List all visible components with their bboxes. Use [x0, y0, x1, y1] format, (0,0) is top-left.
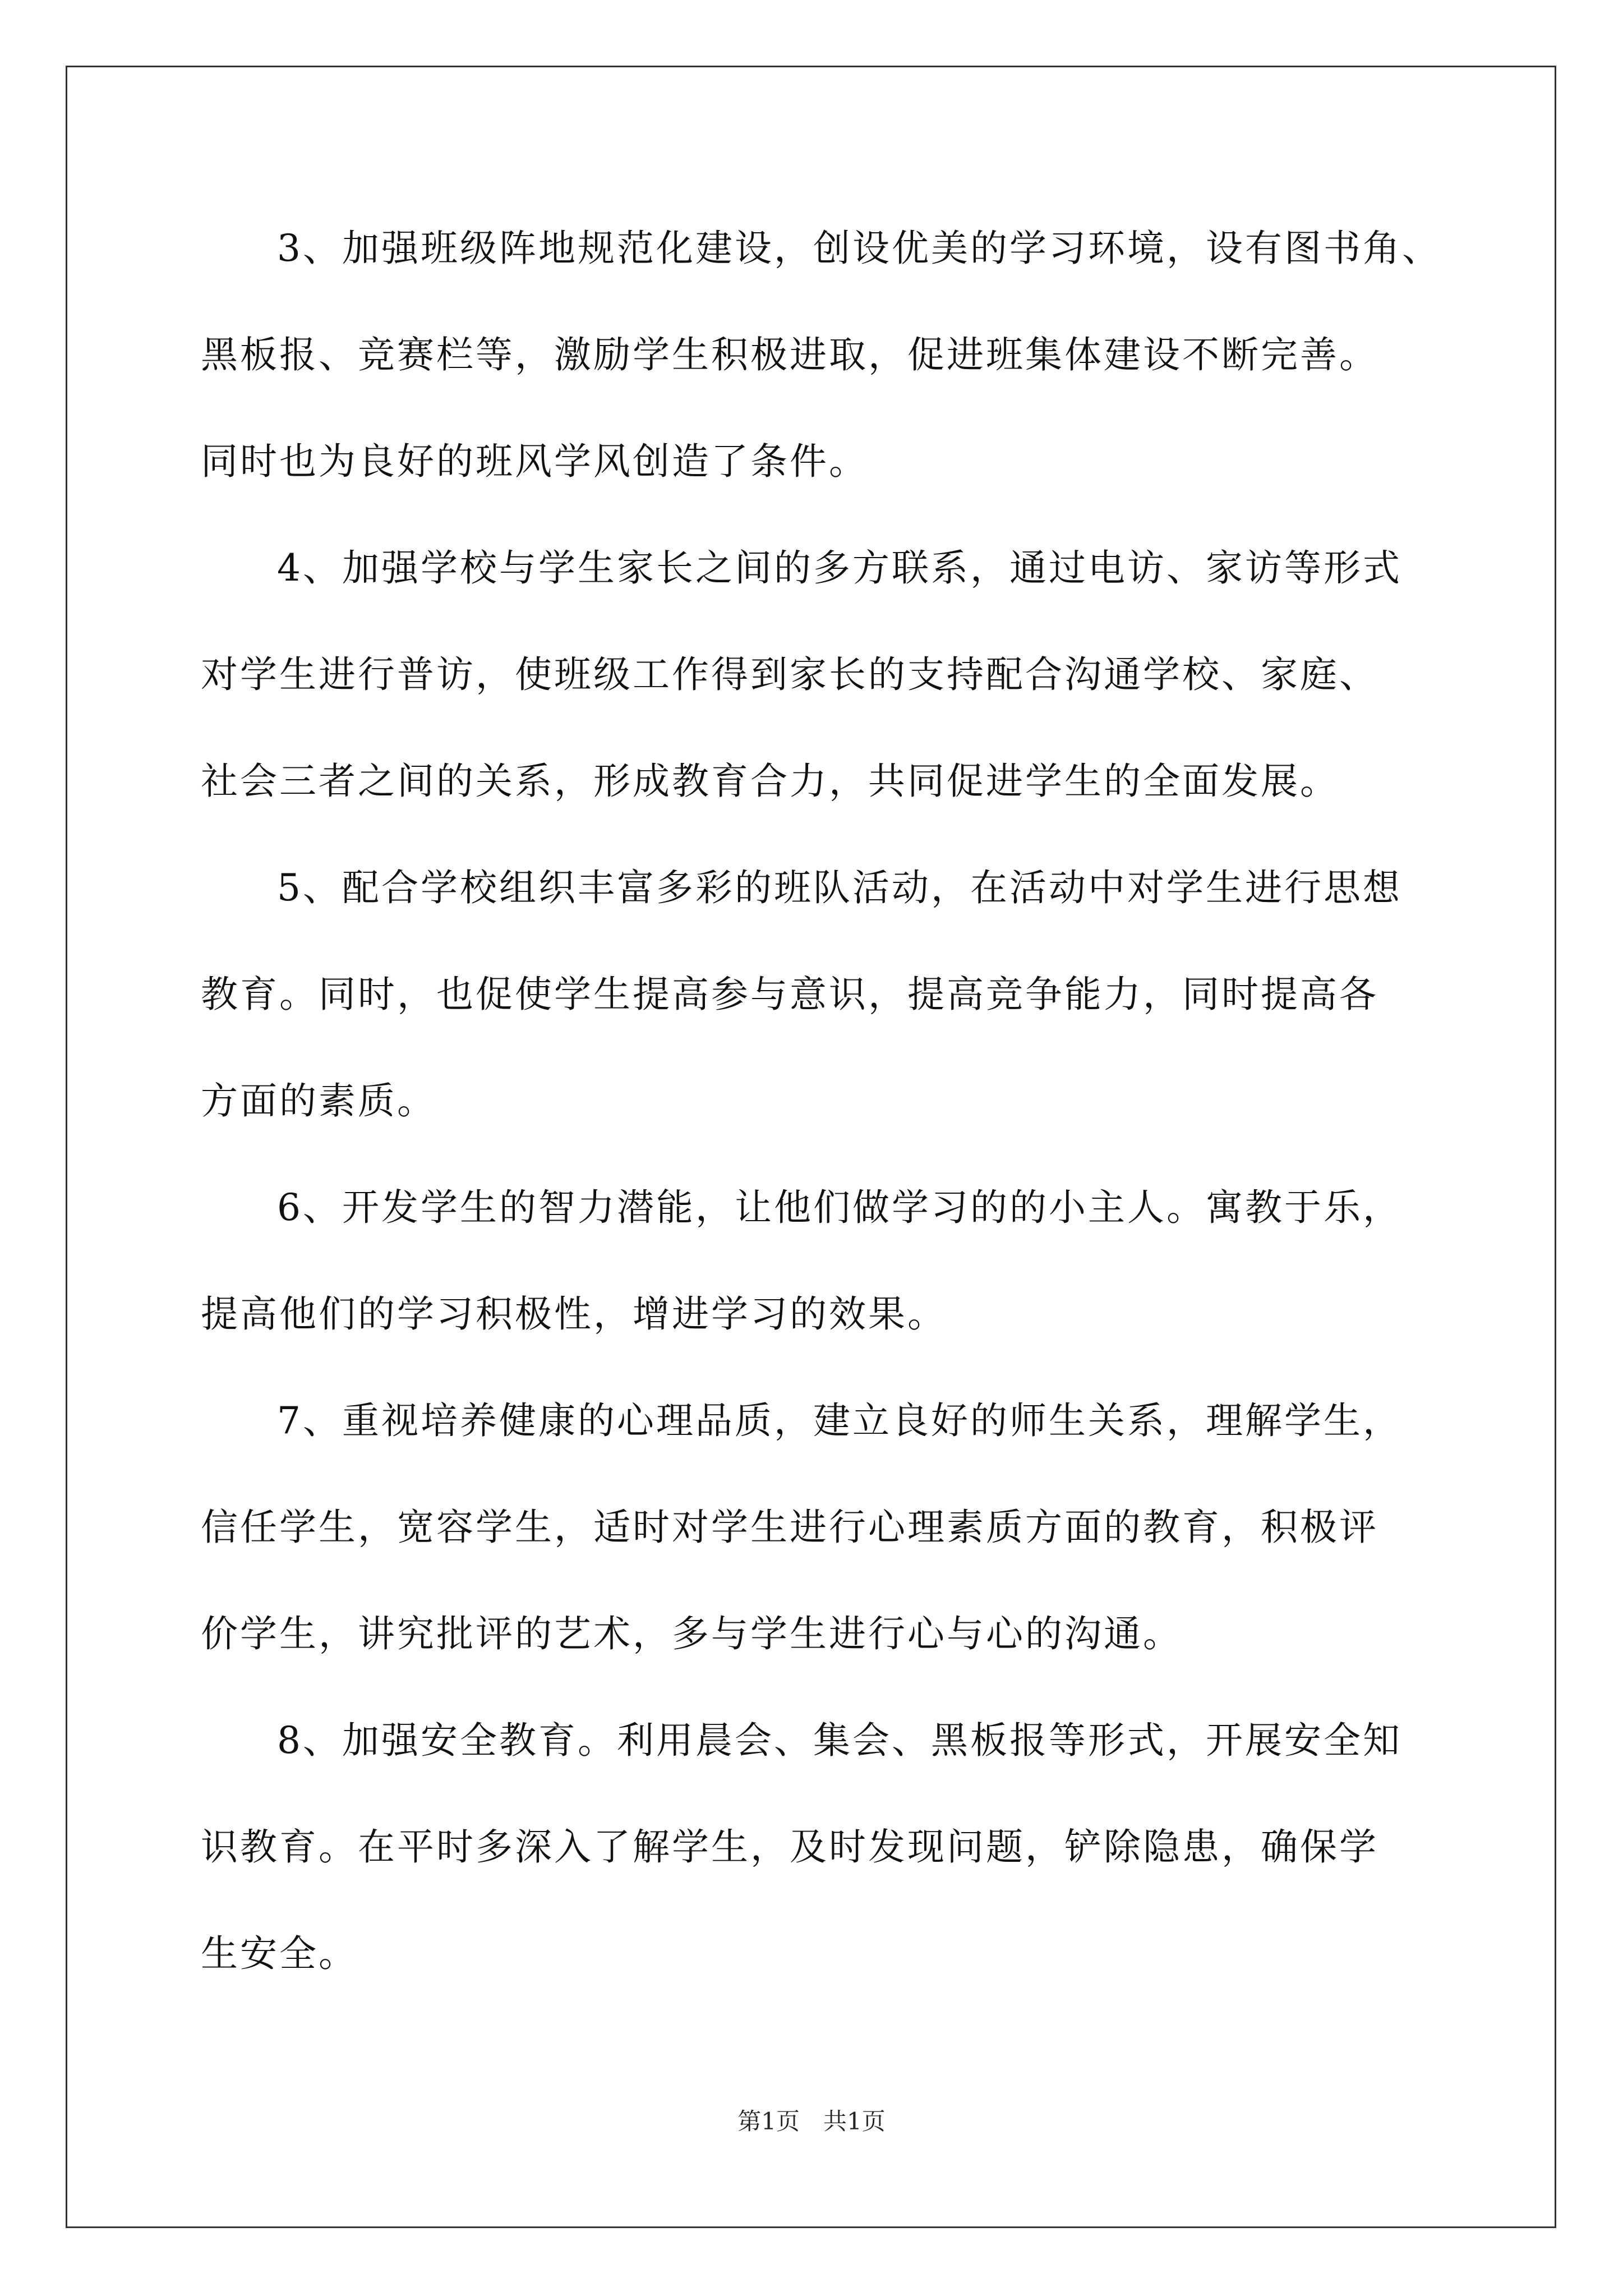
- paragraph-8-line-1: 8、加强安全教育。利用晨会、集会、黑板报等形式，开展安全知: [277, 1719, 1402, 1762]
- paragraph-5-line-1: 5、配合学校组织丰富多彩的班队活动，在活动中对学生进行思想: [277, 866, 1402, 909]
- paragraph-5-line-3: 方面的素质。: [201, 1079, 436, 1122]
- paragraph-7-line-3: 价学生，讲究批评的艺术，多与学生进行心与心的沟通。: [201, 1612, 1182, 1655]
- paragraph-3-line-2: 黑板报、竞赛栏等，激励学生积极进取，促进班集体建设不断完善。: [201, 333, 1378, 376]
- paragraph-3-line-3: 同时也为良好的班风学风创造了条件。: [201, 440, 868, 483]
- paragraph-7-line-1: 7、重视培养健康的心理品质，建立良好的师生关系，理解学生，: [277, 1399, 1402, 1442]
- paragraph-8-line-2: 识教育。在平时多深入了解学生，及时发现问题，铲除隐患，确保学: [201, 1825, 1378, 1869]
- paragraph-4-line-2: 对学生进行普访，使班级工作得到家长的支持配合沟通学校、家庭、: [201, 653, 1378, 696]
- page-border: [66, 66, 1556, 2228]
- paragraph-7-line-2: 信任学生，宽容学生，适时对学生进行心理素质方面的教育，积极评: [201, 1506, 1378, 1549]
- paragraph-6-line-1: 6、开发学生的智力潜能，让他们做学习的的小主人。寓教于乐，: [277, 1186, 1402, 1229]
- paragraph-8-line-3: 生安全。: [201, 1932, 358, 1975]
- page-number-footer: 第1页 共1页: [737, 2108, 886, 2135]
- paragraph-5-line-2: 教育。同时，也促使学生提高参与意识，提高竞争能力，同时提高各: [201, 973, 1378, 1016]
- paragraph-4-line-3: 社会三者之间的关系，形成教育合力，共同促进学生的全面发展。: [201, 760, 1339, 803]
- paragraph-4-line-1: 4、加强学校与学生家长之间的多方联系，通过电访、家访等形式: [277, 546, 1402, 590]
- paragraph-6-line-2: 提高他们的学习积极性，增进学习的效果。: [201, 1292, 947, 1336]
- paragraph-3-line-1: 3、加强班级阵地规范化建设，创设优美的学习环境，设有图书角、: [277, 227, 1441, 270]
